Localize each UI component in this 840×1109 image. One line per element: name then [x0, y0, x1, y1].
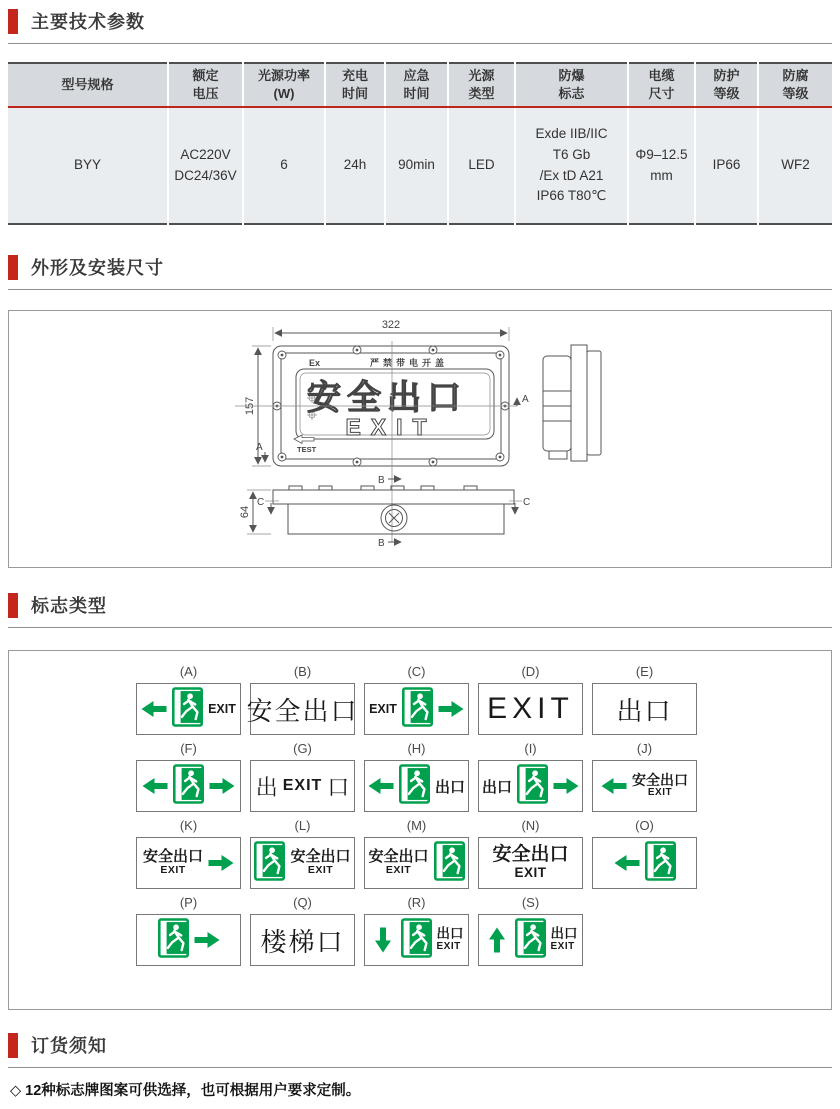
section-a-label: A — [522, 394, 529, 405]
up-arrow-icon — [484, 931, 510, 949]
sign-cell — [592, 741, 697, 812]
running-man-icon — [158, 917, 189, 964]
section-a-label: A — [256, 442, 263, 453]
sign-box — [364, 683, 469, 735]
sign-cell — [250, 818, 355, 889]
section-header-ordering — [8, 1032, 832, 1068]
table-cell: LED — [448, 107, 515, 224]
tech-params-table — [8, 62, 832, 225]
technical-drawing — [9, 311, 831, 567]
section-c-label: C — [523, 497, 531, 508]
left-arrow-icon — [614, 854, 640, 872]
sign-text: EXIT — [385, 864, 412, 877]
sign-box — [246, 683, 359, 735]
sign-box — [478, 837, 583, 889]
sign-label: (R) — [407, 895, 426, 910]
sign-box — [592, 837, 697, 889]
running-man-icon — [515, 917, 546, 964]
red-accent-bar — [8, 255, 18, 280]
sign-row — [136, 741, 831, 812]
sign-box — [136, 683, 241, 735]
table-header-cell: 型号规格 — [8, 63, 168, 107]
sign-cell — [136, 895, 241, 966]
running-man-icon — [401, 917, 432, 964]
sign-text: 出口 — [481, 778, 512, 796]
red-accent-bar — [8, 593, 18, 618]
sign-text: 安全出口 — [142, 848, 203, 866]
sign-label: (H) — [407, 741, 426, 756]
table-header-cell: 防腐 等级 — [758, 63, 832, 107]
right-arrow-icon — [553, 777, 579, 795]
sign-text-stack — [492, 845, 568, 880]
sign-text: 安全出口 — [492, 844, 569, 866]
table-header-row — [8, 63, 832, 107]
sign-cell — [478, 664, 583, 735]
sign-types-panel — [8, 650, 832, 1010]
sign-box — [136, 837, 241, 889]
sign-box — [136, 914, 241, 966]
section-b-label: B — [378, 475, 385, 486]
running-man-icon — [434, 840, 465, 887]
sign-text: EXIT — [436, 940, 461, 952]
sign-cell — [364, 818, 469, 889]
sign-box — [592, 683, 697, 735]
running-man-icon — [172, 686, 203, 733]
ex-mark: Ex — [309, 358, 321, 368]
sign-text: 出 — [255, 774, 278, 800]
sign-row — [136, 818, 831, 889]
sign-cell — [592, 664, 697, 735]
table-cell: BYY — [8, 107, 168, 224]
dim-height-label: 157 — [244, 396, 256, 416]
sign-text-stack — [290, 849, 350, 877]
sign-text: 出口 — [434, 778, 465, 796]
sign-text: EXIT — [369, 702, 397, 716]
table-header-cell: 光源 类型 — [448, 63, 515, 107]
table-cell: 24h — [325, 107, 385, 224]
left-arrow-icon — [601, 777, 627, 795]
sign-cell — [246, 664, 359, 735]
bottom-view — [273, 486, 514, 534]
sign-text: EXIT — [487, 692, 574, 725]
sign-cell — [364, 741, 469, 812]
sign-label: (S) — [521, 895, 540, 910]
sign-text: EXIT — [647, 787, 673, 799]
sign-text-stack — [368, 849, 428, 877]
table-header-cell: 防护 等级 — [695, 63, 758, 107]
sign-label: (I) — [524, 741, 537, 756]
section-title: 标志类型 — [31, 596, 107, 616]
sign-box — [478, 683, 583, 735]
running-man-icon — [402, 686, 433, 733]
sign-text: 安全出口 — [290, 848, 351, 866]
warning-text: 严禁带电开盖 — [369, 358, 449, 368]
table-header-cell: 电缆 尺寸 — [628, 63, 695, 107]
section-title: 主要技术参数 — [31, 12, 145, 32]
sign-box — [250, 837, 355, 889]
sign-text: EXIT — [550, 940, 575, 952]
sign-row — [136, 664, 831, 735]
table-cell: Exde IIB/IIC T6 Gb /Ex tD A21 IP66 T80℃ — [515, 107, 628, 224]
sign-label: (J) — [636, 741, 653, 756]
section-b-label: B — [378, 538, 385, 549]
running-man-icon — [254, 840, 285, 887]
table-header-cell: 防爆 标志 — [515, 63, 628, 107]
section-header-dimensions — [8, 254, 832, 290]
dim-depth-label: 64 — [239, 505, 251, 519]
table-header-cell: 额定 电压 — [168, 63, 243, 107]
face-text-cn: 安全出口 — [307, 379, 467, 417]
table-header-cell: 充电 时间 — [325, 63, 385, 107]
table-header-cell: 应急 时间 — [385, 63, 448, 107]
running-man-icon — [645, 840, 676, 887]
section-header-tech-params — [8, 8, 832, 44]
down-arrow-icon — [370, 931, 396, 949]
table-cell: WF2 — [758, 107, 832, 224]
sign-box — [250, 914, 355, 966]
sign-label: (Q) — [293, 895, 312, 910]
sign-text: 出口 — [436, 926, 464, 942]
dimension-drawing-panel — [8, 310, 832, 568]
sign-cell — [136, 664, 241, 735]
right-arrow-icon — [209, 777, 235, 795]
sign-text: 安全出口 — [246, 695, 359, 726]
sign-text-stack — [551, 927, 578, 952]
running-man-icon — [517, 763, 548, 810]
left-arrow-icon — [368, 777, 394, 795]
sign-text-stack — [143, 849, 203, 877]
sign-box — [478, 914, 583, 966]
right-arrow-icon — [438, 700, 464, 718]
sign-text: EXIT — [514, 864, 547, 880]
sign-box — [250, 760, 355, 812]
test-label: TEST — [297, 445, 317, 454]
sign-text: 口 — [327, 774, 350, 800]
sign-label: (G) — [293, 741, 312, 756]
sign-label: (E) — [635, 664, 654, 679]
test-arrow-icon — [294, 435, 314, 444]
sign-text-stack — [437, 927, 464, 952]
section-title: 外形及安装尺寸 — [31, 258, 164, 278]
sign-box — [364, 837, 469, 889]
table-cell: 6 — [243, 107, 325, 224]
red-accent-bar — [8, 9, 18, 34]
sign-label: (D) — [521, 664, 540, 679]
left-arrow-icon — [142, 777, 168, 795]
sign-label: (K) — [179, 818, 198, 833]
running-man-icon — [173, 763, 204, 810]
sign-box — [478, 760, 583, 812]
table-cell: AC220V DC24/36V — [168, 107, 243, 224]
sign-text: EXIT — [307, 864, 334, 877]
sign-cell — [364, 895, 469, 966]
sign-text: 安全出口 — [368, 848, 429, 866]
red-accent-bar — [8, 1033, 18, 1058]
sign-text: 楼梯口 — [260, 926, 345, 957]
sign-label: (M) — [406, 818, 427, 833]
sign-text: 安全出口 — [632, 772, 688, 789]
sign-row — [136, 895, 831, 966]
sign-cell — [478, 895, 583, 966]
sign-cell — [136, 818, 241, 889]
sign-cell — [364, 664, 469, 735]
sign-label: (F) — [180, 741, 197, 756]
table-cell: Φ9–12.5 mm — [628, 107, 695, 224]
table-header-cell: 光源功率 (W) — [243, 63, 325, 107]
right-arrow-icon — [208, 854, 234, 872]
side-view — [543, 345, 601, 461]
sign-label: (O) — [635, 818, 654, 833]
sign-cell — [592, 818, 697, 889]
running-man-icon — [399, 763, 430, 810]
sign-box — [364, 914, 469, 966]
sign-text: 出口 — [550, 926, 578, 942]
sign-label: (B) — [293, 664, 312, 679]
section-title: 订货须知 — [31, 1036, 107, 1056]
sign-text: EXIT — [282, 777, 323, 794]
section-header-sign-types — [8, 592, 832, 628]
sign-cell — [136, 741, 241, 812]
sign-box — [136, 760, 241, 812]
sign-cell — [478, 818, 583, 889]
dim-width-label: 322 — [381, 319, 401, 331]
sign-text: EXIT — [160, 864, 186, 877]
sign-label: (C) — [407, 664, 426, 679]
sign-text: 出口 — [616, 695, 673, 726]
section-c-label: C — [257, 497, 265, 508]
sign-label: (A) — [179, 664, 198, 679]
sign-cell — [250, 741, 355, 812]
face-text-en: EXIT — [345, 414, 437, 440]
sign-text: EXIT — [208, 702, 236, 716]
sign-box — [592, 760, 697, 812]
table-cell: 90min — [385, 107, 448, 224]
left-arrow-icon — [141, 700, 167, 718]
right-arrow-icon — [194, 931, 220, 949]
ordering-note: ◇ 12种标志牌图案可供选择，也可根据用户要求定制。 — [10, 1083, 361, 1099]
sign-label: (L) — [294, 818, 311, 833]
sign-label: (N) — [521, 818, 540, 833]
table-data-row — [8, 107, 832, 224]
sign-box — [364, 760, 469, 812]
sign-label: (P) — [179, 895, 198, 910]
table-cell: IP66 — [695, 107, 758, 224]
sign-cell — [250, 895, 355, 966]
sign-cell — [478, 741, 583, 812]
sign-text-stack — [632, 773, 688, 799]
